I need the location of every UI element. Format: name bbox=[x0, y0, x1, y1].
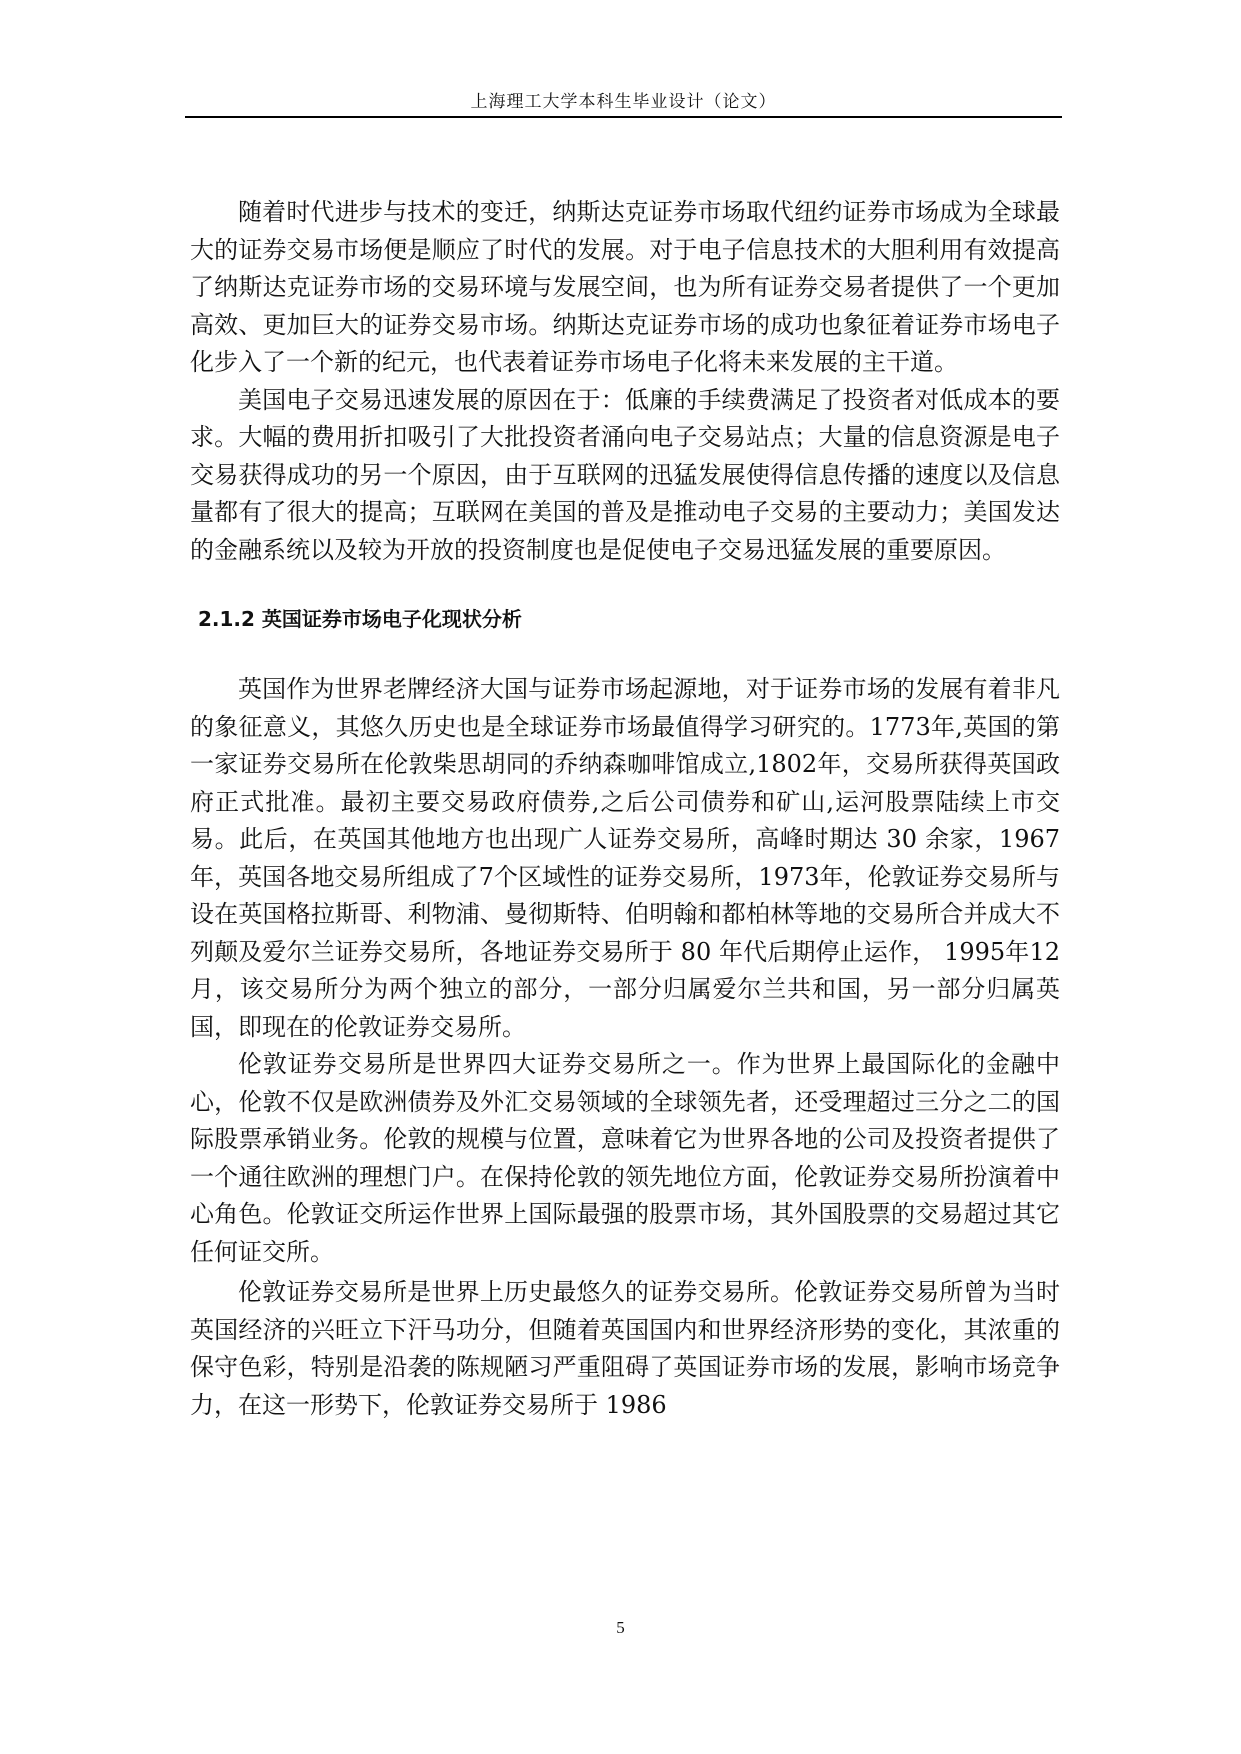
page-number: 5 bbox=[616, 1618, 625, 1637]
paragraph: 伦敦证券交易所是世界四大证券交易所之一。作为世界上最国际化的金融中心，伦敦不仅是欧洲债券及外汇交易领域的全球领先者，还受理超过三分之二的国际股票承销业务。伦敦的规模与位置，意味着它为世界各地的公司及投资者提供了一个通往欧洲的理想门户。在保持伦敦的领先地位方面，伦敦证券交易所扮演着中心角色。伦敦证交所运作世界上国际最强的股票市场，其外国股票的交易超过其它任何证交所。 bbox=[190, 1050, 1060, 1266]
running-header: 上海理工大学本科生毕业设计（论文） bbox=[470, 92, 777, 112]
paragraph: 随着时代进步与技术的变迁，纳斯达克证券市场取代纽约证券市场成为全球最大的证券交易市场便是顺应了时代的发展。对于电子信息技术的大胆利用有效提高了纳斯达克证券市场的交易环境与发展空间，也为所有证券交易者提供了一个更加高效、更加巨大的证券交易市场。纳斯达克证券市场的成功也象征着证券市场电子化步入了一个新的纪元，也代表着证券市场电子化将未来发展的主干道。 bbox=[190, 198, 1060, 376]
section-heading: 2.1.2 英国证券市场电子化现状分析 bbox=[198, 607, 522, 631]
paragraph: 伦敦证券交易所是世界上历史最悠久的证券交易所。伦敦证券交易所曾为当时英国经济的兴旺立下汗马功分，但随着英国国内和世界经济形势的变化，其浓重的保守色彩，特别是沿袭的陈规陋习严重阻碍了英国证券市场的发展，影响市场竞争力，在这一形势下，伦敦证券交易所于 1986 bbox=[190, 1278, 1060, 1419]
body-text bbox=[190, 194, 1060, 1424]
header-divider bbox=[185, 116, 1062, 118]
paragraph: 美国电子交易迅速发展的原因在于：低廉的手续费满足了投资者对低成本的要求。大幅的费用折扣吸引了大批投资者涌向电子交易站点；大量的信息资源是电子交易获得成功的另一个原因，由于互联网的迅猛发展使得信息传播的速度以及信息量都有了很大的提高；互联网在美国的普及是推动电子交易的主要动力；美国发达的金融系统以及较为开放的投资制度也是促使电子交易迅猛发展的重要原因。 bbox=[190, 385, 1060, 564]
paragraph: 英国作为世界老牌经济大国与证券市场起源地，对于证券市场的发展有着非凡的象征意义，其悠久历史也是全球证券市场最值得学习研究的。1773年,英国的第一家证券交易所在伦敦柴思胡同的乔纳森咖啡馆成立,1802年，交易所获得英国政府正式批准。最初主要交易政府债券,之后公司债券和矿山,运河股票陆续上市交易。此后，在英国其他地方也出现广人证券交易所，高峰时期达 30 余家，1967年，英国各地交易所组成了7个区域性的证券交易所，1973年，伦敦证券交易所与设在英国格拉斯哥、利物浦、曼彻斯特、伯明翰和都柏林等地的交易所合并成大不列颠及爱尔兰证券交易所，各地证券交易所于 80 年代后期停止运作， 1995年12月，该交易所分为两个独立的部分，一部分归属爱尔兰共和国，另一部分归属英国，即现在的伦敦证券交易所。 bbox=[190, 675, 1060, 1041]
